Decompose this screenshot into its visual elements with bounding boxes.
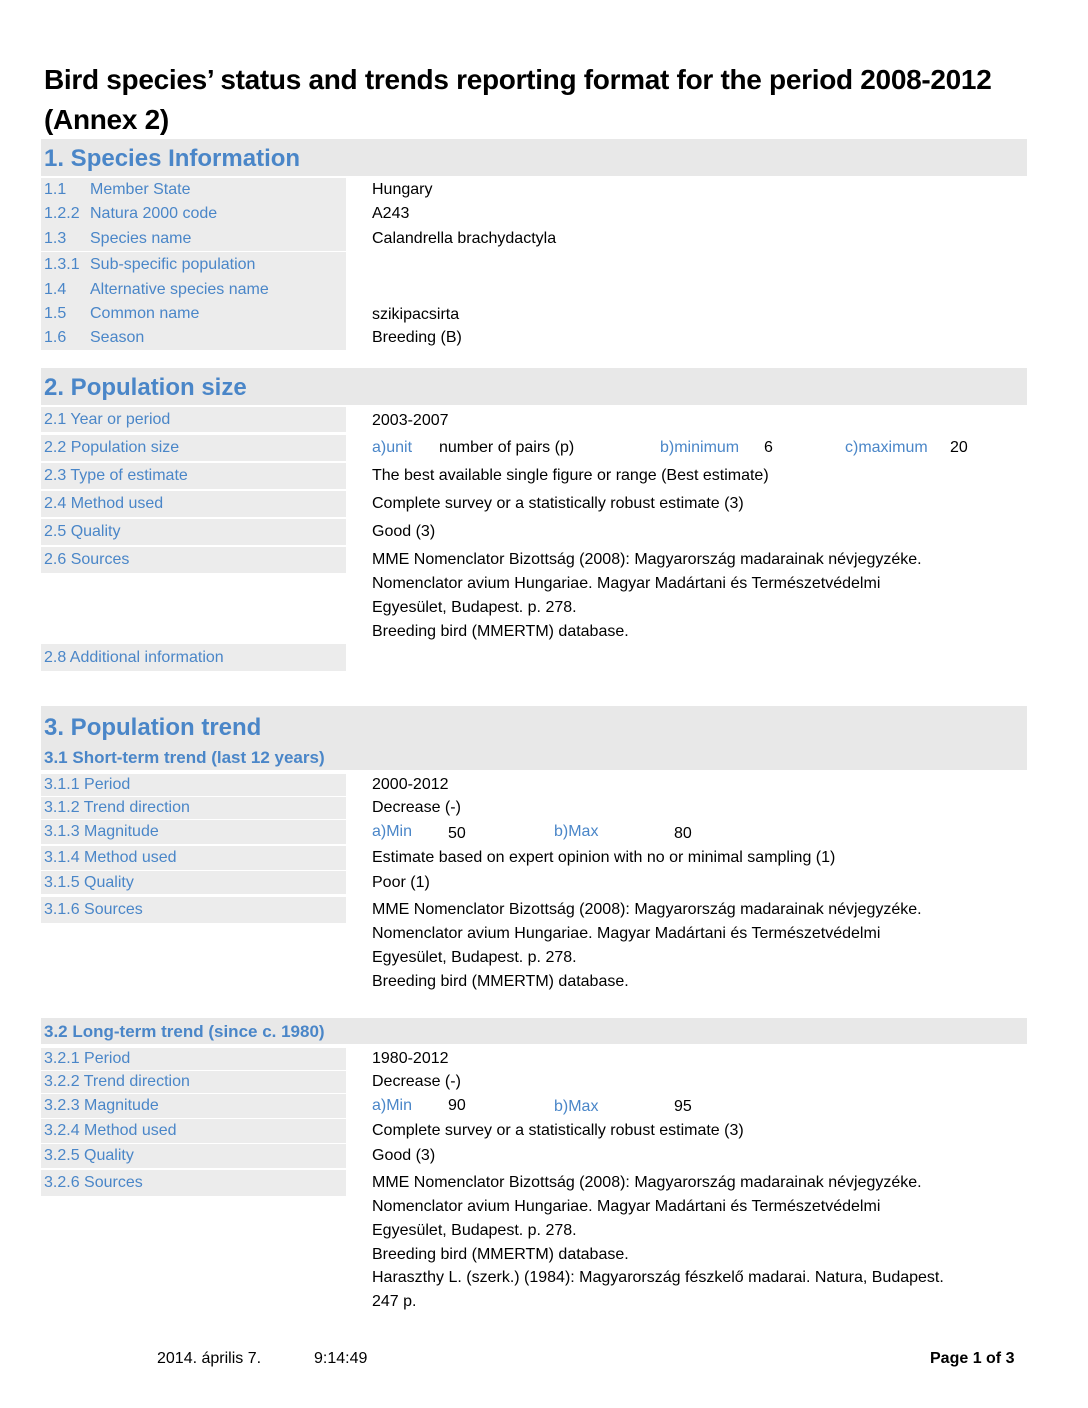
label-short-term-magnitude: 3.1.3 Magnitude: [41, 820, 346, 844]
section-species-information-heading: 1. Species Information: [41, 139, 1027, 176]
label-long-term-method-used: 3.2.4 Method used: [41, 1119, 346, 1143]
value-natura-2000-code: A243: [372, 205, 410, 222]
label-number: 1.3.1: [44, 256, 80, 273]
label-short-term-method-used: 3.1.4 Method used: [41, 846, 346, 870]
label-long-term-magnitude: 3.2.3 Magnitude: [41, 1094, 346, 1118]
source-line: Haraszthy L. (szerk.) (1984): Magyarország fészkelő madarai. Natura, Budapest.: [372, 1269, 944, 1286]
label-number: 1.3: [44, 230, 67, 247]
minimum-label: b)minimum: [660, 439, 740, 456]
short-term-max-value: 80: [674, 825, 692, 842]
source-line: Nomenclator avium Hungariae. Magyar Madártani és Természetvédelmi: [372, 925, 881, 942]
section-population-size-heading: 2. Population size: [41, 368, 1027, 405]
label-population-size: 2.2 Population size: [41, 435, 346, 461]
source-line: Breeding bird (MMERTM) database.: [372, 623, 629, 640]
label-member-state: [41, 178, 346, 202]
document-title-line-2: (Annex 2): [44, 104, 169, 135]
value-quality: Good (3): [372, 523, 436, 540]
document-title: [44, 60, 1034, 140]
label-additional-information: 2.8 Additional information: [41, 644, 346, 671]
short-term-min-label: a)Min: [372, 823, 413, 840]
short-term-max-label: b)Max: [554, 823, 599, 840]
label-quality: 2.5 Quality: [41, 519, 346, 545]
value-long-term-quality: Good (3): [372, 1147, 436, 1164]
long-term-trend-heading: 3.2 Long-term trend (since c. 1980): [41, 1018, 1027, 1044]
label-alternative-species-name: [41, 277, 346, 302]
label-species-name: [41, 226, 346, 251]
source-line: Egyesület, Budapest. p. 278.: [372, 1222, 577, 1239]
source-line: MME Nomenclator Bizottság (2008): Magyarország madarainak névjegyzéke.: [372, 901, 922, 918]
label-text: Season: [90, 329, 145, 346]
value-member-state: Hungary: [372, 181, 433, 198]
value-year-or-period: 2003-2007: [372, 412, 449, 429]
label-text: Sub-specific population: [90, 256, 256, 273]
label-number: 1.1: [44, 181, 67, 198]
label-long-term-sources: 3.2.6 Sources: [41, 1170, 346, 1196]
value-short-term-method-used: Estimate based on expert opinion with no or minimal sampling (1): [372, 849, 836, 866]
label-number: 1.6: [44, 329, 67, 346]
long-term-max-value: 95: [674, 1098, 692, 1115]
value-common-name: szikipacsirta: [372, 306, 460, 323]
long-term-min-label: a)Min: [372, 1097, 413, 1114]
document-title-line-1: Bird species’ status and trends reporting format for the period 2008-2012: [44, 64, 992, 95]
footer-date: 2014. április 7.: [157, 1350, 262, 1367]
value-species-name: Calandrella brachydactyla: [372, 230, 557, 247]
source-line: Breeding bird (MMERTM) database.: [372, 1246, 629, 1263]
value-long-term-method-used: Complete survey or a statistically robust estimate (3): [372, 1122, 744, 1139]
value-short-term-trend-direction: Decrease (-): [372, 799, 461, 816]
source-line: Nomenclator avium Hungariae. Magyar Madártani és Természetvédelmi: [372, 575, 881, 592]
maximum-value: 20: [950, 439, 968, 456]
value-long-term-trend-direction: Decrease (-): [372, 1073, 461, 1090]
source-line: Nomenclator avium Hungariae. Magyar Madártani és Természetvédelmi: [372, 1198, 881, 1215]
source-line: MME Nomenclator Bizottság (2008): Magyarország madarainak névjegyzéke.: [372, 1174, 922, 1191]
label-type-of-estimate: 2.3 Type of estimate: [41, 463, 346, 489]
value-method-used: Complete survey or a statistically robust estimate (3): [372, 495, 744, 512]
short-term-min-value: 50: [448, 825, 466, 842]
label-year-or-period: 2.1 Year or period: [41, 407, 346, 432]
source-line: Egyesület, Budapest. p. 278.: [372, 949, 577, 966]
source-line: Breeding bird (MMERTM) database.: [372, 973, 629, 990]
label-number: 1.4: [44, 281, 67, 298]
source-line: Egyesület, Budapest. p. 278.: [372, 599, 577, 616]
population-trend-heading-text: 3. Population trend: [44, 714, 262, 741]
label-text: Alternative species name: [90, 281, 269, 298]
label-sub-specific-population: [41, 252, 346, 277]
label-natura-2000-code: [41, 202, 346, 226]
label-number: 1.5: [44, 305, 67, 322]
label-long-term-trend-direction: 3.2.2 Trend direction: [41, 1071, 346, 1093]
label-short-term-period: 3.1.1 Period: [41, 774, 346, 796]
label-long-term-period: 3.2.1 Period: [41, 1048, 346, 1070]
footer-page-number: Page 1 of 3: [930, 1350, 1015, 1367]
value-short-term-quality: Poor (1): [372, 874, 430, 891]
label-method-used: 2.4 Method used: [41, 491, 346, 517]
label-long-term-quality: 3.2.5 Quality: [41, 1144, 346, 1168]
footer-time: 9:14:49: [314, 1350, 368, 1367]
label-text: Member State: [90, 181, 191, 198]
label-text: Common name: [90, 305, 200, 322]
unit-label: a)unit: [372, 439, 413, 456]
source-line: MME Nomenclator Bizottság (2008): Magyarország madarainak névjegyzéke.: [372, 551, 922, 568]
value-short-term-period: 2000-2012: [372, 776, 449, 793]
label-sources: 2.6 Sources: [41, 547, 346, 573]
unit-value: number of pairs (p): [439, 439, 575, 456]
maximum-label: c)maximum: [845, 439, 928, 456]
label-number: 1.2.2: [44, 205, 80, 222]
value-type-of-estimate: The best available single figure or range (Best estimate): [372, 467, 769, 484]
label-short-term-sources: 3.1.6 Sources: [41, 897, 346, 923]
label-text: Species name: [90, 230, 192, 247]
label-text: Natura 2000 code: [90, 205, 218, 222]
label-season: [41, 326, 346, 350]
source-line: 247 p.: [372, 1293, 417, 1310]
minimum-value: 6: [764, 439, 773, 456]
long-term-max-label: b)Max: [554, 1098, 599, 1115]
value-long-term-period: 1980-2012: [372, 1050, 449, 1067]
label-common-name: [41, 302, 346, 326]
value-season: Breeding (B): [372, 329, 462, 346]
label-short-term-quality: 3.1.5 Quality: [41, 871, 346, 894]
long-term-min-value: 90: [448, 1097, 466, 1114]
short-term-trend-heading: 3.1 Short-term trend (last 12 years): [44, 748, 325, 767]
label-short-term-trend-direction: 3.1.2 Trend direction: [41, 797, 346, 819]
